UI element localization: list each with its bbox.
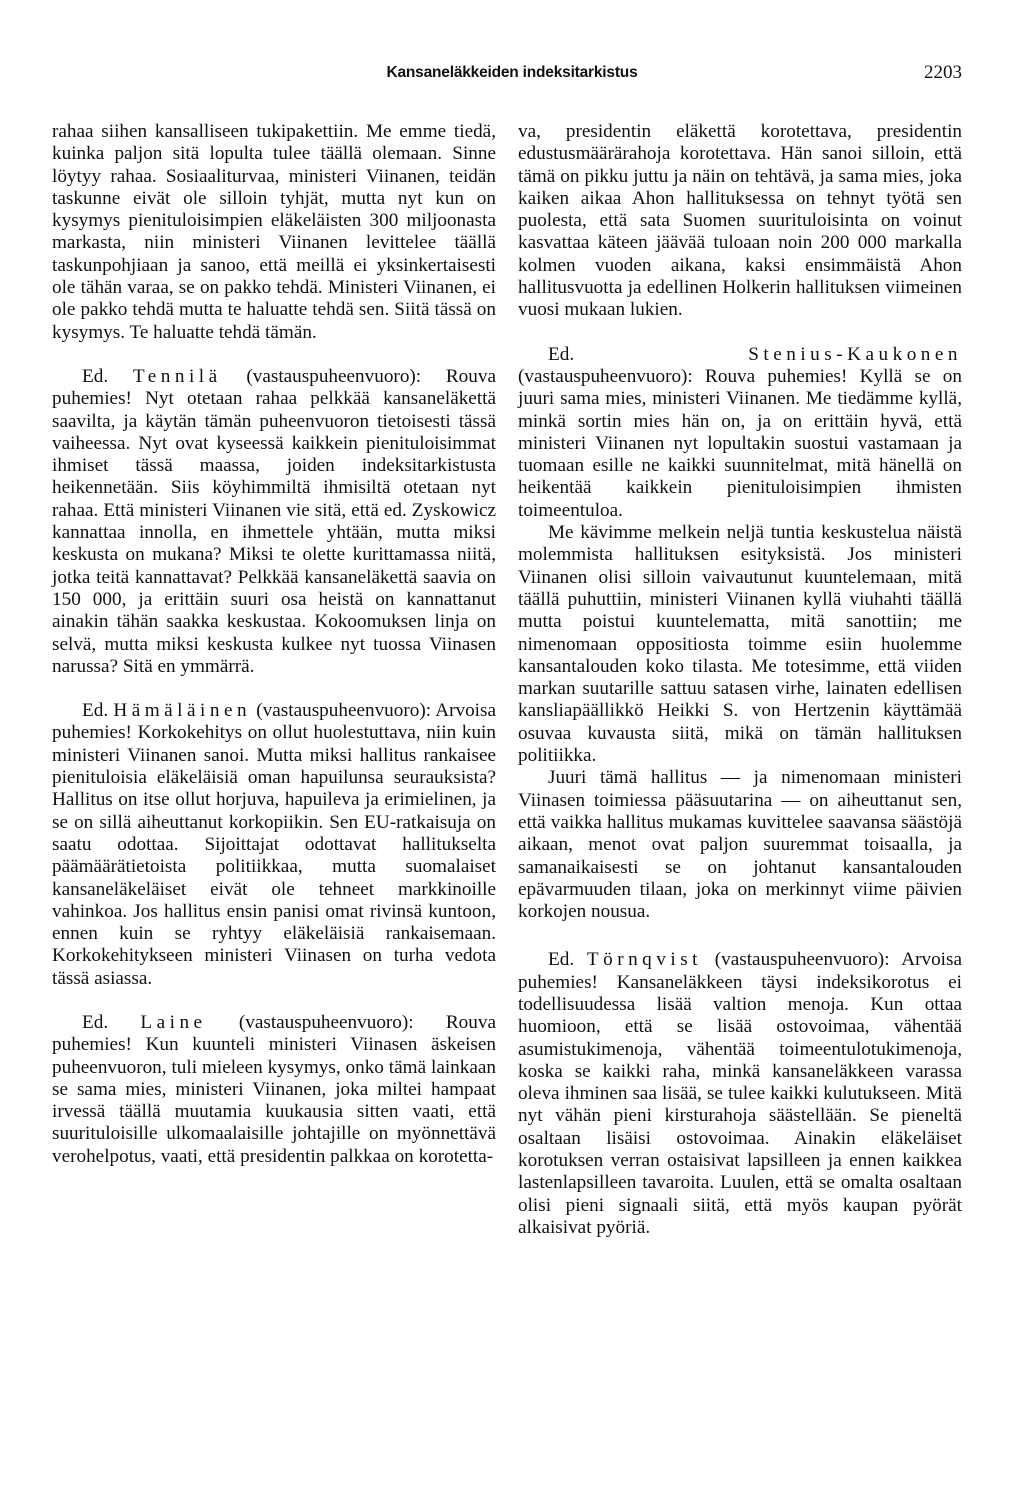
speech-prefix: Ed. — [82, 700, 114, 722]
page-number: 2203 — [924, 62, 962, 83]
speech-text: (vastauspuheenvuoro): Arvoisa puhemies! Korkokehitys on ollut huolestuttava, niin kuin ministeri Viinanen sanoi. Mutta miksi hallitus rankaisee pienituloisia eläkeläisiä oman hapuilunsa seurauksista? Hallitus on itse ollut horjuva, hapuileva ja erimielinen, ja se on sillä aiheuttanut korkopiikin. Sen EU-ratkaisuja on saatu odottaa. Sijoittajat odottavat hallitukselta päämäärätietoista politiikkaa, mutta suomalaiset kansaneläkeläiset eivät ole tehneet markkinoille vahinkoa. Jos hallitus ensin panisi omat rivinsä kuntoon, ennen kuin se ryhtyy eläkeläisiä rankaisemaan. Korkokehitykseen ministeri Viinasen on turha vedota tässä asiassa. — [52, 700, 496, 989]
speech-prefix: Ed. — [548, 343, 749, 365]
speech-laine — [52, 1012, 496, 1168]
paragraph: va, presidentin eläkettä korotettava, presidentin edustusmäärärahoja korotettava. Hän sanoi silloin, että tämä on pikku juttu ja näin on tehtävä, ja sama mies, joka kaiken aikaa Ahon hallituksessa on tehnyt työtä sen puolesta, että sata Suomen suurituloisinta on voinut kasvattaa käteen jäävää tuloaan noin 200 000 markalla kolmen vuoden aikana, kaksi ensimmäistä Ahon hallitusvuotta ja edellinen Holkerin hallituksen viimeinen vuosi mukaan lukien. — [518, 121, 962, 321]
speaker-name: Törnqvist — [586, 949, 702, 971]
speech-stenius-kaukonen — [518, 344, 962, 522]
speech-prefix: Ed. — [82, 365, 133, 387]
paragraph: rahaa siihen kansalliseen tukipakettiin. Me emme tiedä, kuinka paljon sitä lopulta tulee täällä olemaan. Sinne löytyy rahaa. Sosiaaliturvaa, ministeri Viinanen, teidän taskunne eivät ole silloin tyhjät, mutta nyt kun on kysymys pienituloisimpien eläkeläisten 300 miljoonasta markasta, niin ministeri Viinanen levittelee täällä taskunpohjiaan ja sanoo, että meillä ei yksinkertaisesti ole tähän varaa, se on pakko tehdä. Ministeri Viinanen, ei ole pakko tehdä mutta te haluatte tehdä sen. Siitä tässä on kysymys. Te haluatte tehdä tämän. — [52, 121, 496, 343]
speaker-name: Hämäläinen — [113, 700, 252, 722]
speech-text: (vastauspuheenvuoro): Rouva puhemies! Nyt otetaan rahaa pelkkää kansaneläkettä saavilta, ja käytän tämän puheenvuoron tietoisesti tässä vaiheessa. Nyt ovat kyseessä kaikkein pienituloisimmat ihmiset tässä maassa, joiden indeksitarkistusta heikennetään. Siis köyhimmiltä ihmisiltä otetaan nyt rahaa. Että ministeri Viinanen vie sitä, että ed. Zyskowicz kannattaa innolla, en ihmettele yhtään, mutta miksi keskusta on mukana? Miksi te olette kurittamassa niitä, jotka teitä kannattavat? Pelkkää kansaneläkettä saavia on 150 000, ja erittäin suuri osa heistä on kannattanut ainakin tähän saakka keskustaa. Kokoomuksen linja on selvä, mutta miksi keskusta kulkee nyt tuossa Viinasen narussa? Sitä en ymmärrä. — [52, 365, 496, 677]
speech-text: (vastauspuheenvuoro): Rouva puhemies! Kyllä se on juuri sama mies, ministeri Viinanen. Me tiedämme kyllä, minkä sortin mies hän on, ja on erittäin hyvä, että ministeri Viinanen nyt lopultakin suostui vastamaan ja tuomaan esille ne kaikki suunnitelmat, mitä hänellä on heikentää kaikkein pienituloisimpien ihmisten toimeentuloa. — [518, 365, 962, 521]
speech-tornqvist — [518, 949, 962, 1239]
speech-prefix: Ed. — [82, 1011, 141, 1033]
right-column — [518, 121, 962, 1239]
left-column — [52, 121, 496, 1168]
speech-text: (vastauspuheenvuoro): Rouva puhemies! Kun kuunteli ministeri Viinasen äskeisen puheenvuoron, tuli mieleen kysymys, onko tämä lainkaan se sama mies, ministeri Viinanen, joka miltei hampaat irvessä täällä muutamia kuukausia sitten vaati, että suurituloisille ulkomaalaisille johtajille on myönnettävä verohelpotus, vaati, että presidentin palkkaa on korotetta- — [52, 1011, 496, 1167]
paragraph: Me kävimme melkein neljä tuntia keskustelua näistä molemmista hallituksen esityksistä. Jos ministeri Viinanen olisi silloin vaivautunut kuuntelemaan, mitä täällä puhuttiin, ministeri Viinanen kyllä viuhahti täällä mutta poistui kuuntelematta, mitä sanottiin; me nimenomaan oppositiosta toimme esiin huolemme kansantalouden koko tilasta. Me totesimme, että viiden markan suutarille sattuu satasen virhe, lainaten edellisen kansliapäällikkö Heikki S. von Hertzenin käyttämää osuvaa kuvausta siitä, mikä on tämän hallituksen politiikka. — [518, 522, 962, 767]
speech-text: (vastauspuheenvuoro): Arvoisa puhemies! Kansaneläkkeen täysi indeksikorotus ei todellisuudessa lisää valtion menoja. Kun ottaa huomioon, että se lisää ostovoimaa, vähentää asumistukimenoja, vähentää toimeentulotukimenoja, koska se kaikki raha, minkä kansaneläkkeen varassa oleva ihminen saa lisää, se tulee kaikki kulutukseen. Mitä nyt vähän pieni kirsturahoja säästellään. Se pieneltä osaltaan lisäisi ostovoimaa. Ainakin eläkeläiset korotuksen verran ostaisivat lapsilleen ja ennen kaikkea lastenlapsilleen tavaroita. Luulen, että se omalta osaltaan olisi pieni signaali siitä, että myös kaupan pyörät alkaisivat pyöriä. — [518, 949, 962, 1238]
speech-prefix: Ed. — [548, 949, 587, 971]
running-header-title: Kansaneläkkeiden indeksitarkistus — [386, 64, 638, 81]
speaker-name: Stenius-Kaukonen — [748, 343, 962, 365]
speaker-name: Tennilä — [132, 365, 222, 387]
paragraph: Juuri tämä hallitus — ja nimenomaan ministeri Viinasen toimiessa pääsuutarina — on aiheuttanut sen, että vaikka hallitus mukamas kuvittelee saavansa säästöjä aikaan, menot ovat paljon suuremmat toisaalla, ja samanaikaisesti se on johtanut kansantalouden epävarmuuden tilaan, joka on merkinnyt viime päivien korkojen nousua. — [518, 767, 962, 923]
speech-hamalainen — [52, 700, 496, 990]
speaker-name: Laine — [140, 1011, 207, 1033]
speech-tennila — [52, 366, 496, 678]
